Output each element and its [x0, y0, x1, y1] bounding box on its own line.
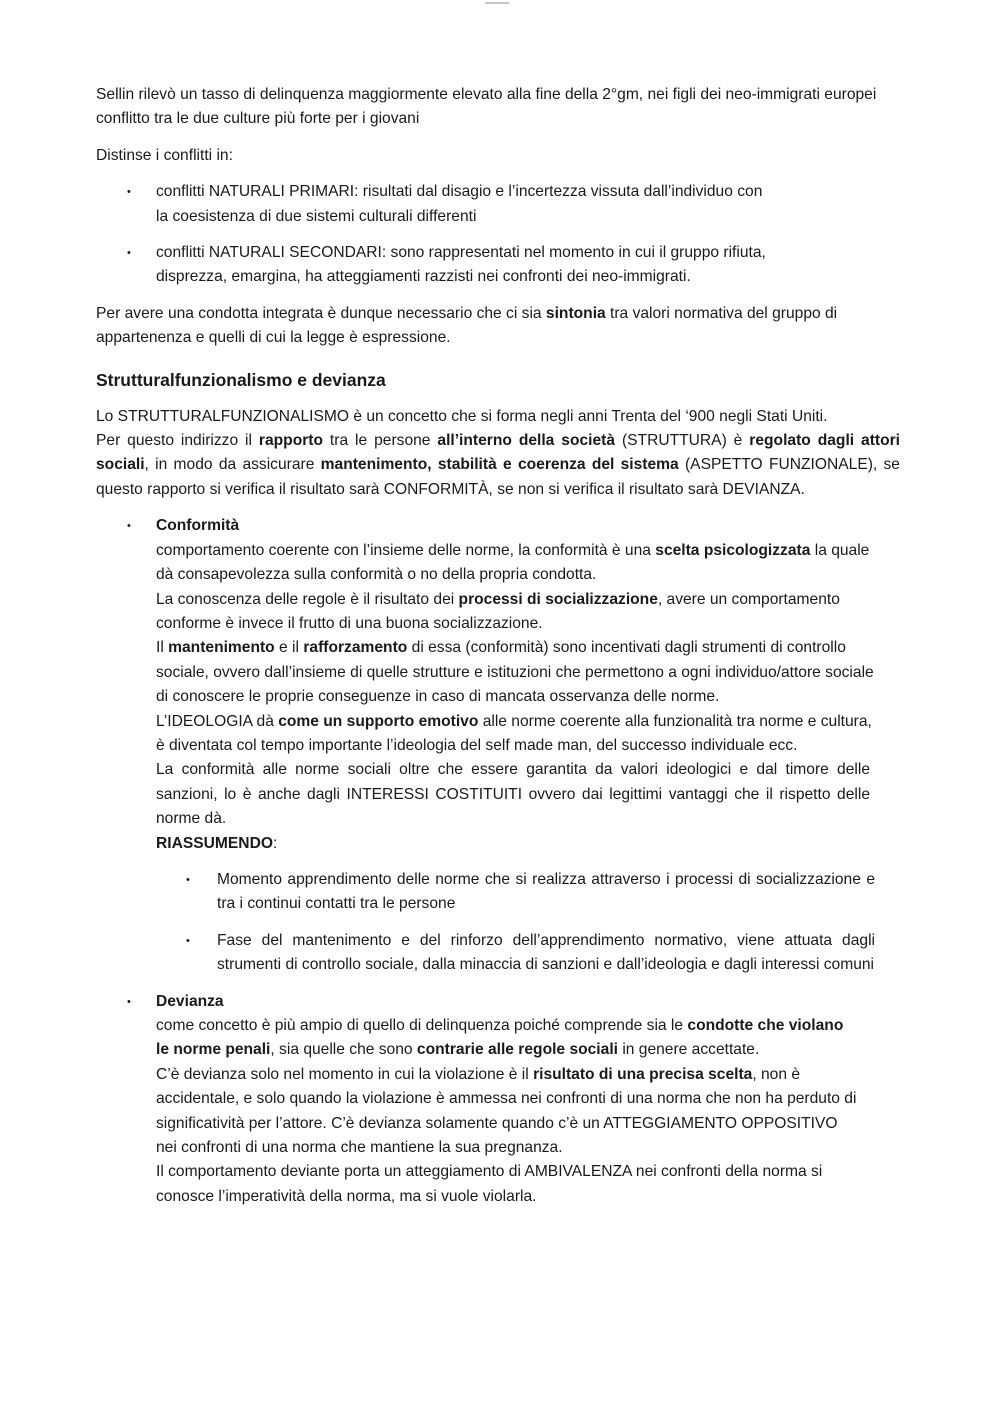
bold-run: mantenimento, stabilità e coerenza del sistema [320, 456, 679, 474]
conflict-primary-line1: • conflitti NATURALI PRIMARI: risultati dal disagio e l’incertezza vissuta dall’individuo con [156, 183, 763, 201]
text-run: Il [156, 639, 169, 657]
text-run: (ASPETTO FUNZIONALE), se questo rapporto si verifica il risultato sarà CONFORMITÀ, se non si verifica il risultato sarà DEVIANZA. [96, 456, 900, 498]
devianza-title: • Devianza [156, 992, 224, 1010]
concepts-list [96, 514, 900, 1209]
riassumendo-label [156, 832, 900, 856]
bold-run: processi di socializzazione [458, 590, 658, 608]
text-run: , in modo da assicurare [144, 456, 321, 474]
conformita-ideologia [156, 710, 884, 759]
text-run: , sia quelle che sono [270, 1041, 417, 1059]
bold-run: contrarie alle regole sociali [416, 1041, 618, 1059]
text-run: Per avere una condotta integrata è dunque necessario che ci sia [96, 304, 546, 322]
text-run: C’è devianza solo nel momento in cui la violazione è il [156, 1065, 534, 1083]
text-run: e il [274, 639, 304, 657]
text-run: di essa (conformità) sono incentivati dagli strumenti di controllo sociale, ovvero dall’insieme di quelle strutture e istituzioni che permettono a ogni individuo/attore sociale di conoscere le proprie conseguenze in caso di mancata osservanza delle norme. [156, 639, 874, 706]
text-run: : [272, 834, 278, 852]
section-heading: Strutturalfunzionalismo e devianza [96, 369, 386, 390]
list-item: • Momento apprendimento delle norme che si realizza attraverso i processi di socializzazione e tra i continui contatti tra le persone [156, 868, 875, 917]
conflict-primary-line2: la coesistenza di due sistemi culturali differenti [156, 207, 477, 225]
devianza-ambivalenza: Il comportamento deviante porta un atteggiamento di AMBIVALENZA nei confronti della norma si conosce l’imperatività della norma, ma si vuole violarla. [156, 1163, 823, 1205]
sellin-paragraph: Sellin rilevò un tasso di delinquenza maggiormente elevato alla fine della 2°gm, nei figli dei neo-immigrati europei conflitto tra le due culture più forte per i giovani [96, 86, 877, 128]
text-run: comportamento coerente con l’insieme delle norme, la conformità è una [156, 541, 656, 559]
conformita-mantenimento [156, 636, 884, 709]
text-run: Per questo indirizzo il [96, 432, 259, 450]
text-run: , avere un comportamento conforme è invece il frutto di una buona socializzazione. [156, 590, 840, 632]
condotta-paragraph [96, 302, 900, 351]
list-item-conformita [96, 514, 900, 977]
bold-run: condotte che violano le norme penali [156, 1017, 844, 1059]
page-header-mark [485, 2, 509, 4]
bold-run: scelta psicologizzata [655, 541, 811, 559]
text-run: (STRUTTURA) è [615, 432, 750, 450]
text-run: in genere accettate. [617, 1041, 760, 1059]
bold-run: rafforzamento [303, 639, 408, 657]
text-run: come concetto è più ampio di quello di delinquenza poiché comprende sia le [156, 1017, 688, 1034]
summary-list [156, 868, 900, 978]
conflict-secondary-line2: disprezza, emargina, ha atteggiamenti razzisti nei confronti dei neo-immigrati. [156, 268, 691, 286]
bold-run: mantenimento [168, 639, 275, 657]
devianza-definition [156, 1014, 856, 1063]
conflicts-list [96, 180, 900, 290]
conflicts-intro: Distinse i conflitti in: [96, 146, 233, 164]
bold-run: rapporto [258, 432, 324, 450]
text-run: la quale dà consapevolezza sulla conformità o no della propria condotta. [156, 541, 870, 584]
conformita-definition [156, 539, 884, 588]
list-item [96, 180, 900, 229]
text-run: La conoscenza delle regole è il risultato dei [156, 590, 459, 608]
document-body [96, 83, 900, 1221]
bold-run: all’interno della società [437, 432, 616, 450]
intro-line: Lo STRUTTURALFUNZIONALISMO è un concetto che si forma negli anni Trenta del ‘900 negli Stati Uniti. [96, 407, 828, 425]
text-run: , non è accidentale, e solo quando la violazione è ammessa nei confronti di una norma che non ha perduto di significatività per l’attore. C’è devianza solamente quando c’è un ATTEGGIAMENTO OPPOSITIVO nei confronti di una norma che mantiene la sua pregnanza. [156, 1065, 857, 1157]
devianza-scelta [156, 1063, 861, 1161]
conformita-socializzazione [156, 588, 884, 637]
list-item-devianza [96, 990, 900, 1210]
list-item: • Fase del mantenimento e del rinforzo dell’apprendimento normativo, viene attuata dagli strumenti di controllo sociale, dalla minaccia di sanzioni e dall’ideologia e dagli interessi comuni [156, 929, 875, 978]
text-run: tra valori normativa del gruppo di appartenenza e quelli di cui la legge è espressione. [96, 304, 838, 347]
strutturalfunzionalismo-paragraph [96, 405, 900, 503]
text-run: alle norme coerente alla funzionalità tra norme e cultura, è diventata col tempo importante l’ideologia del self made man, del successo individuale ecc. [156, 712, 872, 754]
bold-run: regolato dagli attori sociali [96, 432, 901, 474]
bold-run: risultato di una precisa scelta [533, 1065, 753, 1083]
text-run: L’IDEOLOGIA dà [156, 712, 279, 730]
bold-run: sintonia [545, 304, 606, 322]
conflict-secondary-line1: • conflitti NATURALI SECONDARI: sono rappresentati nel momento in cui il gruppo rifiuta, [156, 244, 766, 262]
conformita-interessi: La conformità alle norme sociali oltre che essere garantita da valori ideologici e dal timore delle sanzioni, lo è anche dagli INTERESSI COSTITUITI ovvero dai legittimi vantaggi che il rispetto delle norme dà. [156, 761, 870, 828]
bold-run: RIASSUMENDO [156, 834, 273, 852]
bold-run: come un supporto emotivo [278, 712, 479, 730]
conformita-title: • Conformità [156, 517, 240, 535]
text-run: tra le persone [323, 432, 438, 450]
list-item [96, 241, 900, 290]
